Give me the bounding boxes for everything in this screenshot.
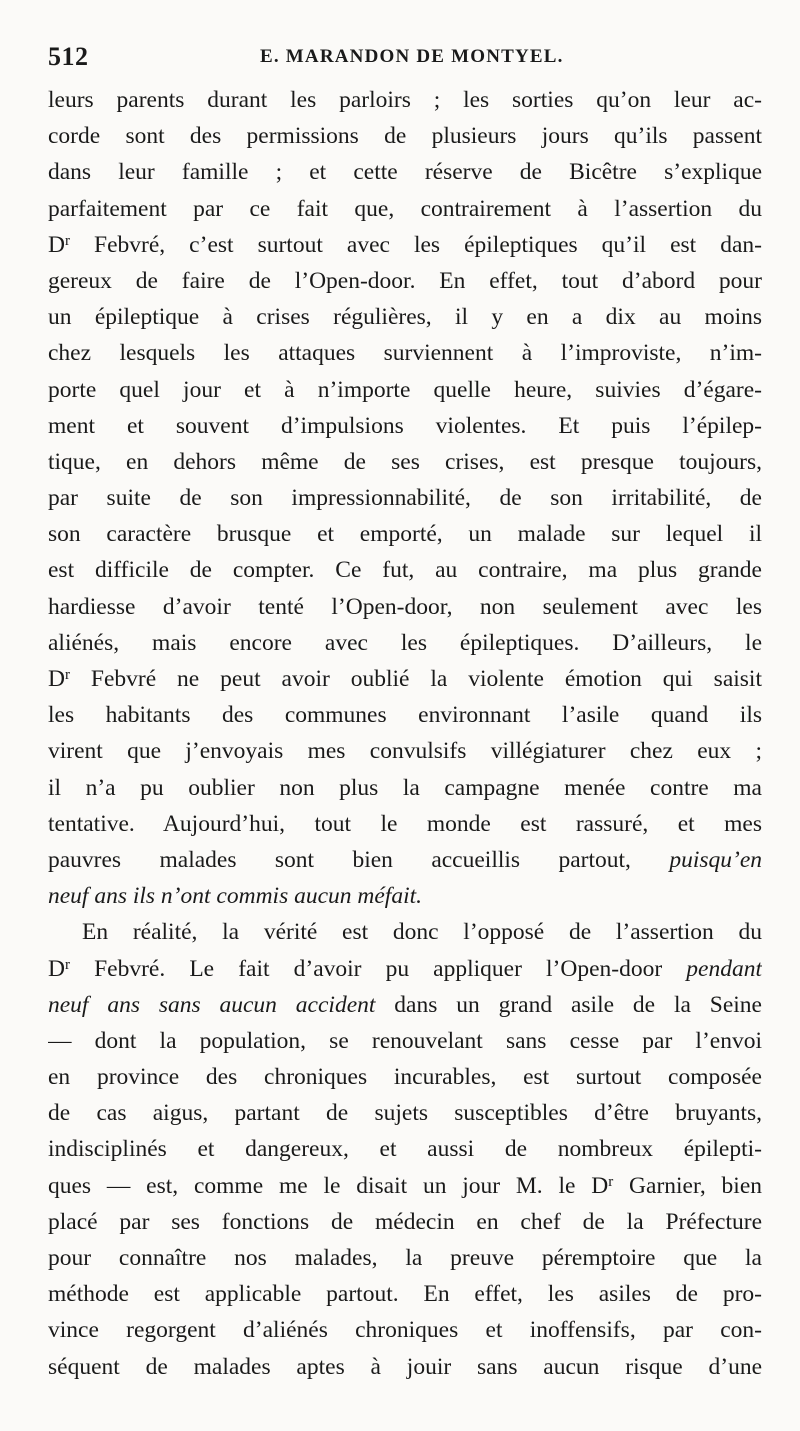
text-segment: parfaitement par ce fait que, contrairement à l’assertion du — [48, 195, 762, 222]
text-segment: hardiesse d’avoir tenté l’Open-door, non seulement avec les — [48, 593, 762, 620]
text-line — [48, 589, 762, 625]
text-line — [48, 1095, 762, 1131]
text-line — [48, 82, 762, 118]
text-segment: son caractère brusque et emporté, un malade sur lequel il — [48, 521, 762, 548]
text-line — [48, 1131, 762, 1167]
text-line — [48, 625, 762, 661]
italic-text: pendant — [686, 955, 762, 982]
text-segment: En réalité, la vérité est donc l’opposé de l’assertion du — [82, 919, 762, 946]
text-line — [48, 154, 762, 190]
text-line — [48, 408, 762, 444]
text-line — [48, 1204, 762, 1240]
text-line — [48, 335, 762, 371]
page-number: 512 — [48, 42, 89, 71]
text-line — [48, 951, 762, 987]
text-segment: par suite de son impressionnabilité, de son irritabilité, de — [48, 485, 762, 512]
text-segment: vince regorgent d’aliénés chroniques et inoffensifs, par con- — [48, 1317, 762, 1344]
text-line — [48, 1059, 762, 1095]
text-line — [48, 1023, 762, 1059]
text-segment: il n’a pu oublier non plus la campagne menée contre ma — [48, 774, 762, 801]
italic-text: neuf ans ils n’ont commis aucun méfait. — [48, 883, 423, 910]
text-segment: Febvré, c’est surtout avec les épileptiques qu’il est dan- — [69, 231, 762, 258]
text-line — [48, 1349, 762, 1385]
text-line — [48, 1312, 762, 1348]
text-line — [48, 552, 762, 588]
text-line — [48, 263, 762, 299]
text-line — [48, 914, 762, 950]
text-segment: en province des chroniques incurables, est surtout composée — [48, 1064, 762, 1091]
italic-text: neuf ans sans aucun accident — [48, 991, 376, 1018]
text-segment: Febvré. Le fait d’avoir pu appliquer l’Open-door — [69, 955, 687, 982]
text-line — [48, 1240, 762, 1276]
superscript: r — [608, 1173, 614, 1190]
text-segment: pauvres malades sont bien accueillis partout, — [48, 846, 670, 873]
text-segment: D — [48, 231, 65, 258]
text-segment: tentative. Aujourd’hui, tout le monde est rassuré, et mes — [48, 810, 762, 837]
running-head: E. MARANDON DE MONTYEL. — [260, 46, 564, 67]
text-line — [48, 1168, 762, 1204]
text-segment: virent que j’envoyais mes convulsifs villégiaturer chez eux ; — [48, 738, 762, 765]
superscript: r — [64, 956, 70, 973]
text-segment: pour connaître nos malades, la preuve péremptoire que la — [48, 1245, 762, 1271]
text-segment: est difficile de compter. Ce fut, au contraire, ma plus grande — [48, 557, 762, 584]
text-segment: un épileptique à crises régulières, il y en a dix au moins — [48, 304, 762, 331]
text-segment: placé par ses fonctions de médecin en chef de la Préfecture — [48, 1208, 762, 1235]
text-line — [48, 878, 762, 914]
text-segment: porte quel jour et à n’importe quelle heure, suivies d’égare- — [48, 376, 762, 403]
text-line — [48, 806, 762, 842]
italic-text: puisqu’en — [669, 846, 762, 873]
body-text — [48, 82, 762, 1385]
text-line — [48, 987, 762, 1023]
text-segment: dans leur famille ; et cette réserve de Bicêtre s’explique — [48, 159, 762, 186]
text-segment: de cas aigus, partant de sujets susceptibles d’être bruyants, — [48, 1100, 762, 1127]
text-segment: aliénés, mais encore avec les épileptiques. D’ailleurs, le — [48, 629, 762, 656]
text-line — [48, 118, 762, 154]
text-line — [48, 227, 762, 263]
superscript: r — [64, 667, 70, 683]
text-segment: D — [48, 955, 65, 982]
text-segment: dans un grand asile de la Seine — [375, 991, 762, 1018]
text-line — [48, 770, 762, 806]
text-line — [48, 191, 762, 227]
text-line — [48, 480, 762, 516]
text-line — [48, 1276, 762, 1312]
text-line — [48, 661, 762, 697]
text-segment: leurs parents durant les parloirs ; les sorties qu’on leur ac- — [48, 87, 762, 113]
text-segment: indisciplinés et dangereux, et aussi de nombreux épilepti- — [48, 1136, 762, 1163]
text-line — [48, 444, 762, 480]
text-line — [48, 697, 762, 733]
text-segment: ques — est, comme me le disait un jour M. le D — [48, 1172, 609, 1199]
text-line — [48, 842, 762, 878]
text-segment: Garnier, bien — [613, 1172, 762, 1199]
text-segment: méthode est applicable partout. En effet, les asiles de pro- — [48, 1281, 762, 1308]
text-segment: — dont la population, se renouvelant sans cesse par l’envoi — [48, 1027, 762, 1054]
text-segment: corde sont des permissions de plusieurs jours qu’ils passent — [48, 123, 762, 150]
text-segment: séquent de malades aptes à jouir sans aucun risque d’une — [48, 1353, 762, 1380]
text-segment: gereux de faire de l’Open-door. En effet, tout d’abord pour — [48, 267, 762, 294]
text-line — [48, 516, 762, 552]
superscript: r — [64, 232, 70, 249]
page-header — [48, 38, 760, 78]
text-line — [48, 372, 762, 408]
text-segment: tique, en dehors même de ses crises, est presque toujours, — [48, 448, 762, 475]
text-segment: les habitants des communes environnant l’asile quand ils — [48, 702, 762, 729]
text-segment: Febvré ne peut avoir oublié la violente émotion qui saisit — [69, 666, 762, 692]
text-segment: chez lesquels les attaques surviennent à l’improviste, n’im- — [48, 340, 762, 367]
text-segment: D — [48, 666, 65, 692]
text-segment: ment et souvent d’impulsions violentes. Et puis l’épilep- — [48, 412, 762, 439]
text-line — [48, 733, 762, 769]
text-line — [48, 299, 762, 335]
